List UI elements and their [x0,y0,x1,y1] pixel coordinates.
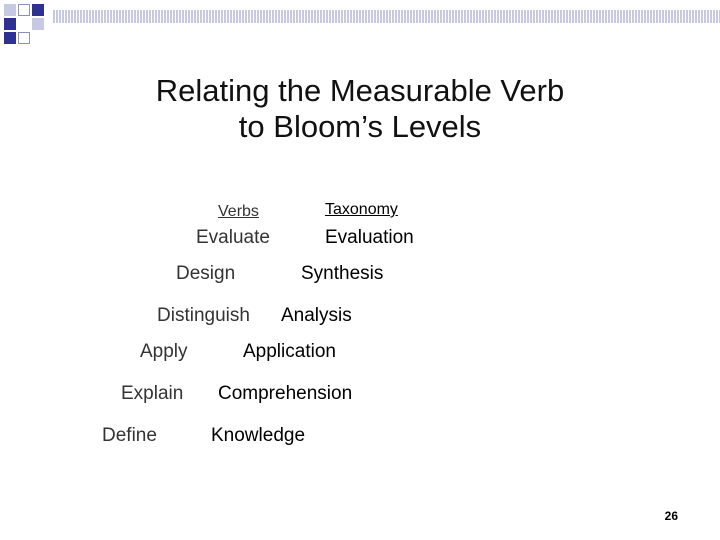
level-knowledge: Knowledge [211,425,306,446]
slide-title [0,73,720,145]
decor-square [18,32,30,44]
decor-square [32,18,44,30]
verb-define: Define [102,425,157,446]
verb-design: Design [176,263,236,284]
header-stripe-bar [52,10,720,23]
verb-evaluate: Evaluate [196,227,270,248]
title-line-1: Relating the Measurable Verb [155,72,565,108]
decor-square [32,4,44,16]
level-comprehension: Comprehension [218,383,353,404]
decor-square [18,4,30,16]
decor-square [4,18,16,30]
verb-distinguish: Distinguish [157,305,250,326]
verbs-header: Verbs [218,203,259,220]
level-synthesis: Synthesis [301,263,384,284]
level-analysis: Analysis [281,305,352,326]
verb-explain: Explain [121,383,184,404]
verb-apply: Apply [140,341,188,362]
decor-square [4,4,16,16]
title-line-2: to Bloom’s Levels [238,108,482,144]
taxonomy-header: Taxonomy [325,201,398,218]
page-number: 26 [664,509,678,523]
decor-square [4,32,16,44]
level-evaluation: Evaluation [325,227,414,248]
level-application: Application [243,341,336,362]
